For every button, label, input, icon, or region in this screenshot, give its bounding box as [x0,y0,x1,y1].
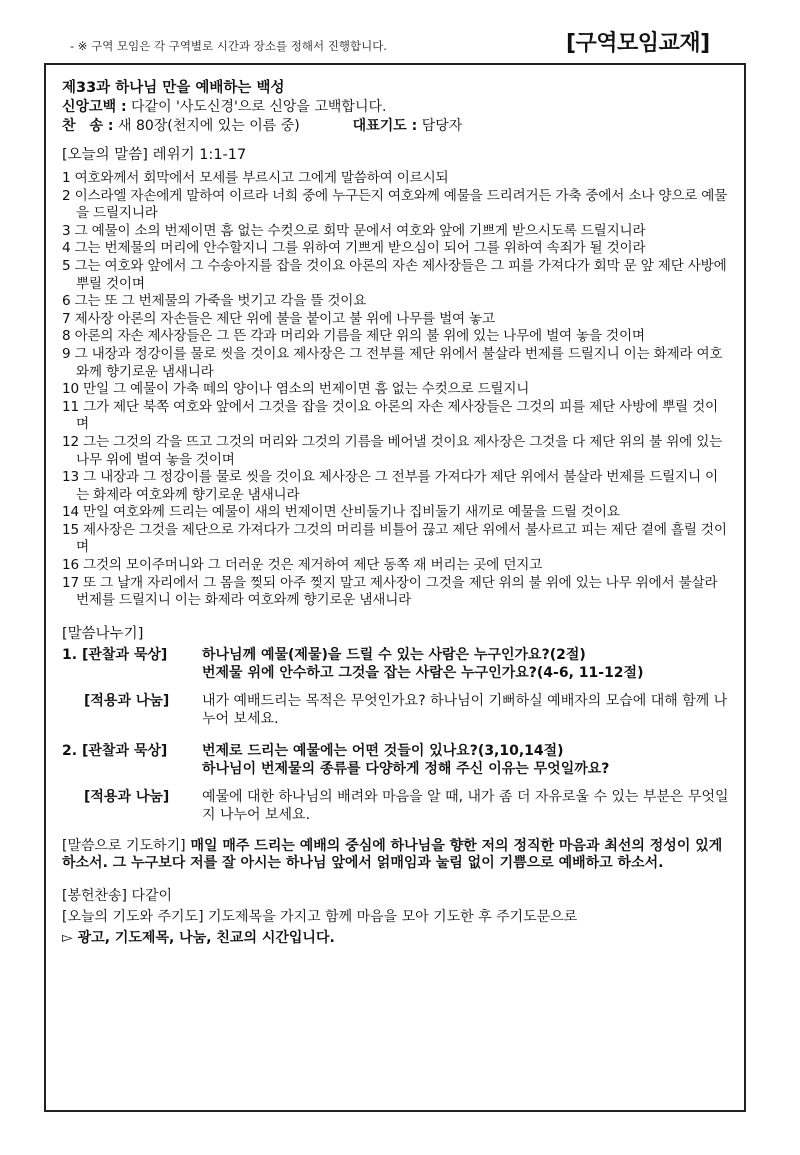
prayer-leader-text: 담당자 [421,118,463,134]
verse-15: 15 제사장은 그것을 제단으로 가져다가 그것의 머리를 비틀어 끊고 제단 위에서 불사르고 피는 제단 곁에 흘릴 것이며 [62,521,727,556]
question-2-number: 2. [62,742,78,759]
application-2-text: 예물에 대한 하나님의 배려와 마음을 알 때, 내가 좀 더 자유로울 수 있는 부분은 무엇일지 나누어 보세요. [202,788,729,823]
todays-word-ref: 레위기 1:1-17 [152,147,247,163]
confession-row [62,98,730,117]
offering-label: [봉헌찬송] [62,887,128,904]
offering-text: 다같이 [131,887,173,904]
verse-5: 5 그는 여호와 앞에서 그 수송아지를 잡을 것이요 아론의 자손 제사장들은 그 피를 가져다가 회막 문 앞 제단 사방에 뿌릴 것이며 [62,257,727,292]
verse-4: 4 그는 번제물의 머리에 안수할지니 그를 위하여 기쁘게 받으심이 되어 그를 위하여 속죄가 될 것이라 [62,240,646,257]
todays-word-header [62,144,730,166]
lesson-content [62,79,730,949]
prayer-section [62,838,730,872]
today-prayer-label: [오늘의 기도와 주기도] [62,908,204,925]
application-1 [84,692,730,728]
final-line: ▻ 광고, 기도제목, 나눔, 친교의 시간입니다. [62,929,335,946]
prayer-leader-label: 대표기도 : [352,118,418,134]
hymn-row [62,117,730,136]
verse-list [62,170,730,610]
verse-13: 13 그 내장과 그 정강이를 물로 씻을 것이요 제사장은 그 전부를 가져다가 제단 위에서 불살라 번제를 드릴지니 이는 화제라 여호와께 향기로운 냄새니라 [62,469,718,503]
verse-7: 7 제사장 아론의 자손들은 제단 위에 불을 붙이고 불 위에 나무를 벌여 놓고 [62,310,495,327]
header-badge: [구역모임교재] [566,31,710,56]
question-1-number: 1. [62,646,78,663]
question-1-tag: [관찰과 묵상] [82,646,168,663]
application-2 [84,788,730,824]
closing-section [62,886,730,949]
verse-11: 11 그가 제단 북쪽 여호와 앞에서 그것을 잡을 것이요 아론의 자손 제사장들은 그것의 피를 제단 사방에 뿌릴 것이며 [62,398,718,433]
verse-6: 6 그는 또 그 번제물의 가죽을 벗기고 각을 뜰 것이요 [62,293,367,310]
verse-10: 10 만일 그 예물이 가축 떼의 양이나 염소의 번제이면 흠 없는 수컷으로 드릴지니 [62,381,530,398]
confession-text: 다같이 '사도신경'으로 신앙을 고백합니다. [131,99,387,115]
application-1-tag: [적용과 나눔] [84,692,170,709]
verse-14: 14 만일 여호와께 드리는 예물이 새의 번제이면 산비둘기나 집비둘기 새끼로 예물을 드릴 것이요 [62,504,620,521]
top-note: - ※ 구역 모임은 각 구역별로 시간과 장소를 정해서 진행합니다. [70,39,387,53]
hymn-label: 찬 송 : [62,118,114,134]
question-1-line-2: 번제물 위에 안수하고 그것을 잡는 사람은 누구인가요?(4-6, 11-12절) [202,664,644,681]
hymn-text: 새 80장(천지에 있는 이름 중) [117,118,300,134]
verse-9: 9 그 내장과 정강이를 물로 씻을 것이요 제사장은 그 전부를 제단 위에서 불살라 번제를 드릴지니 이는 화제라 여호와께 향기로운 냄새니라 [62,345,723,380]
verse-8: 8 아론의 자손 제사장들은 그 뜬 각과 머리와 기름을 제단 위의 불 위에 있는 나무에 벌여 놓을 것이며 [62,328,645,345]
todays-word-label: [오늘의 말씀] [62,147,148,163]
question-1 [62,646,730,682]
question-2-line-1: 번제로 드리는 예물에는 어떤 것들이 있나요?(3,10,14절) [202,742,564,759]
verse-16: 16 그것의 모이주머니와 그 더러운 것은 제거하여 제단 동쪽 재 버리는 곳에 던지고 [62,557,543,574]
verse-12: 12 그는 그것의 각을 뜨고 그것의 머리와 그것의 기름을 베어낼 것이요 제사장은 그것을 다 제단 위의 불 위에 있는 나무 위에 벌여 놓을 것이며 [62,433,723,468]
lesson-title: 제33과 하나님 만을 예배하는 백성 [62,80,285,96]
verse-17: 17 또 그 날개 자리에서 그 몸을 찢되 아주 찢지 말고 제사장이 그것을 제단 위의 불 위에 있는 나무 위에서 불살라 번제를 드릴지니 이는 화제라 여호와께 향기로운 냄새니라 [62,574,718,609]
today-prayer-text: 기도제목을 가지고 함께 마음을 모아 기도한 후 주기도문으로 [208,908,578,925]
application-1-text: 내가 예배드리는 목적은 무엇인가요? 하나님이 기뻐하실 예배자의 모습에 대해 함께 나누어 보세요. [202,692,728,727]
question-2 [62,742,730,778]
question-2-tag: [관찰과 묵상] [82,742,168,759]
prayer-text: 매일 매주 드리는 예배의 중심에 하나님을 향한 저의 정직한 마음과 최선의 정성이 있게 하소서. 그 누구보다 저를 잘 아시는 하나님 앞에서 얽매임과 눌림 없이 기쁨으로 예배하고 하소서. [62,837,723,871]
lesson-frame [44,63,746,1112]
offering-row [62,886,730,907]
prayer-label: [말씀으로 기도하기] [62,837,186,854]
application-2-tag: [적용과 나눔] [84,788,170,805]
verse-1: 1 여호와께서 회막에서 모세를 부르시고 그에게 말씀하여 이르시되 [62,170,449,186]
verse-2: 2 이스라엘 자손에게 말하여 이르라 너희 중에 누구든지 여호와께 예물을 드리려거든 가축 중에서 소나 양으로 예물을 드릴지니라 [62,187,728,222]
verse-3: 3 그 예물이 소의 번제이면 흠 없는 수컷으로 회막 문에서 여호와 앞에 기쁘게 받으시도록 드릴지니라 [62,222,646,239]
today-prayer-row [62,907,730,928]
confession-label: 신앙고백 : [62,99,127,115]
question-2-line-2: 하나님이 번제물의 종류를 다양하게 정해 주신 이유는 무엇일까요? [202,760,610,777]
question-1-line-1: 하나님께 예물(제물)을 드릴 수 있는 사람은 누구인가요?(2절) [202,646,586,663]
sharing-title: [말씀나누기] [62,625,144,642]
